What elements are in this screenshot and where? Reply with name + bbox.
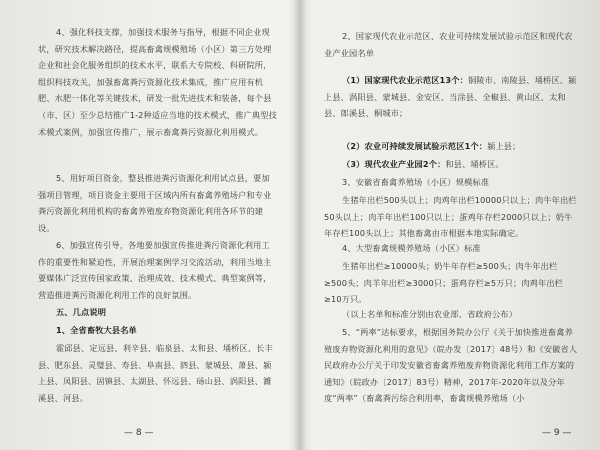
bullet-1-label: （1）国家现代农业示范区13个： [342,75,468,85]
right-item-5: 5、“两率”达标要求，根据国务院办公厅《关于加快推进畜禽养殖废弃物资源化利用的意见》（皖办发〔2017〕48号）和《安徽省人民政府办公厅关于印发安徽省畜禽养殖废弃物资源化利用工作方案的通知》（皖政办〔2017〕83号）精神，2017年-2020年以及分年度“两率”（畜禽粪污综合利用率，畜禽规模养殖场（小 [324,327,578,404]
left-para-4: 4、强化科技支撑，加强技术服务与指导，根据不同企业现状，研究技术解决路径，提高畜禽规模殖场（小区）第三方处理企业和社会化服务组织的技术水平，联系大专院校、科研院所，组织科技攻关，加强畜禽粪污资源化技术集成，推广应用有机肥、水肥一体化等关键技术，研发一批先进技术和装备，每个县（市、区）至少总结推广1-2种适应当地的技术模式，推广典型技术模式案例，加强宣传推广，展示畜禽粪污资源化利用模式。 [38,27,277,137]
bullet-3-label: （3）现代农业产业园2个： [342,159,446,169]
large-scale-standard-text: 生猪年出栏≥10000头；奶牛年存栏≥500头；肉牛年出栏≥500头；肉羊年出栏≥3000只；蛋鸡存栏≥5万只；肉鸡年出栏≥10万只。 [324,261,563,305]
scale-standard-text: 生猪年出栏500头以上；肉鸡年出栏10000只以上；肉牛年出栏50头以上；肉羊年出栏100只以上；蛋鸡年存栏2000只以上；奶牛年存栏100头以上；其他畜禽由市根据本地实际确定。 [324,195,577,239]
bullet-1-text: 铜陵市、南陵县、埇桥区、颍上县、涡阳县、蒙城县、金安区、当涂县、全椒县、黄山区、太和县、郎溪县、桐城市； [324,75,577,119]
left-item-1-heading: 1、全省畜牧大县名单 [56,325,137,335]
bullet-3-text: 和县、埇桥区。 [445,159,504,169]
bullet-2-label: （2）农业可持续发展试验示范区1个： [342,141,488,151]
right-item-2: 2、国家现代农业示范区、农业可持续发展试验示范区和现代农业产业园名单 [324,31,573,58]
right-page [302,0,600,450]
right-item-4: 4、大型畜禽规模养殖场（小区）标准 [342,243,481,253]
bullet-2-text: 颍上县； [487,141,521,151]
right-page-number: — 9 — [542,428,572,438]
left-page [0,0,298,450]
source-note: （以上名单和标准分别由农业部、省政府公布） [342,309,518,319]
left-page-number: — 8 — [124,428,154,438]
left-para-5: 5、用好项目资金，整县推进粪污资源化利用试点县，要加强项目管理，项目资金主要用于区域内所有畜禽养殖场户和专业粪污资源化利用机构的畜禽养殖废弃物资源化利用各环节的建设。 [38,173,272,233]
section-title-5: 五、几点说明 [56,307,107,317]
right-item-3: 3、安徽省畜禽养殖场（小区）规模标准 [342,177,490,187]
county-list: 霍邱县、定远县、利辛县、临泉县、太和县、埇桥区、长丰县、肥东县、灵璧县、寿县、阜南县、泗县、蒙城县、萧县、颍上县、凤阳县、固镇县、太湖县、怀远县、砀山县、涡阳县、濉溪县、河县。 [38,343,273,403]
right-bullet-1 [324,72,579,122]
right-bullet-2 [324,138,579,155]
right-bullet-3 [324,156,579,173]
left-para-6: 6、加强宣传引导，各地要加强宣传推进粪污资源化利用工作的重要性和紧迫性，开展治理案例学习交流活动，利用当地主要媒体广泛宣传国家政策、治理成效、技术模式、典型案例等，营造推进粪污资源化利用工作的良好氛围。 [38,240,272,300]
